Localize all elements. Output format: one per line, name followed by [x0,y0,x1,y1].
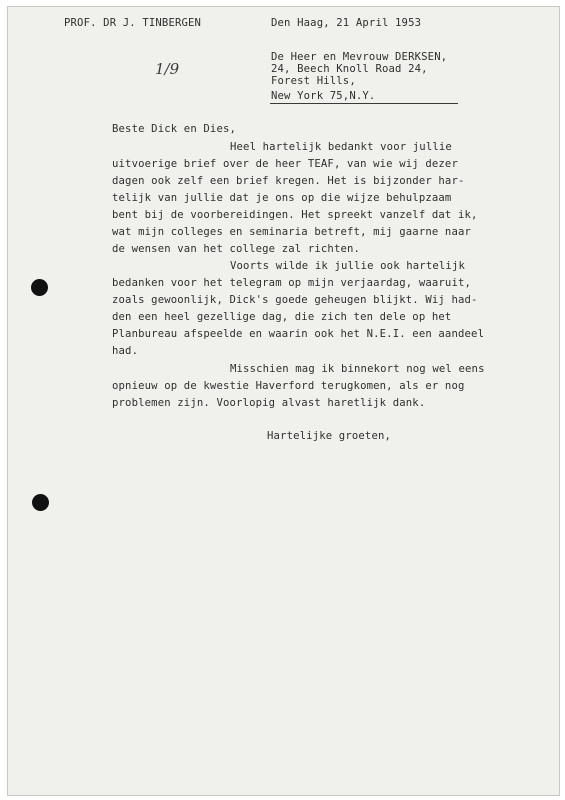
recipient-line-1: De Heer en Mevrouw DERKSEN, [271,51,448,63]
body-line: Planbureau afspeelde en waarin ook het N.E.I. een aandeel [112,328,485,340]
recipient-line-2: 24, Beech Knoll Road 24, [271,63,428,75]
closing: Hartelijke groeten, [267,430,392,442]
body-line: opnieuw op de kwestie Haverford terugkomen, als er nog [112,380,465,392]
body-line: had. [112,345,139,357]
letter-page [7,6,560,796]
body-line: Voorts wilde ik jullie ook hartelijk [230,260,466,272]
salutation: Beste Dick en Dies, [112,123,237,135]
body-line: dagen ook zelf een brief kregen. Het is bijzonder har- [112,175,465,187]
body-line: wat mijn colleges en seminaria betreft, mij gaarne naar [112,226,472,238]
body-line: den een heel gezellige dag, die zich ten dele op het [112,311,452,323]
punch-hole [32,494,49,511]
body-line: bedanken voor het telegram op mijn verjaardag, waaruit, [112,277,472,289]
recipient-line-4: New York 75,N.Y. [271,90,376,102]
body-line: Misschien mag ik binnekort nog wel eens [230,363,485,375]
body-line: Heel hartelijk bedankt voor jullie [230,141,452,153]
sender-name: PROF. DR J. TINBERGEN [64,17,202,29]
body-line: telijk van jullie dat je ons op die wijze behulpzaam [112,192,452,204]
body-line: zoals gewoonlijk, Dick's goede geheugen blijkt. Wij had- [112,294,478,306]
punch-hole [31,279,48,296]
recipient-line-3: Forest Hills, [271,75,356,87]
body-line: uitvoerige brief over de heer TEAF, van wie wij dezer [112,158,458,170]
body-line: de wensen van het college zal richten. [112,243,361,255]
body-line: bent bij de voorbereidingen. Het spreekt vanzelf dat ik, [112,209,478,221]
body-line: problemen zijn. Voorlopig alvast haretlijk dank. [112,397,426,409]
letter-date: Den Haag, 21 April 1953 [271,17,422,29]
handwritten-reference: 1/9 [155,60,180,78]
address-underline [270,103,458,104]
